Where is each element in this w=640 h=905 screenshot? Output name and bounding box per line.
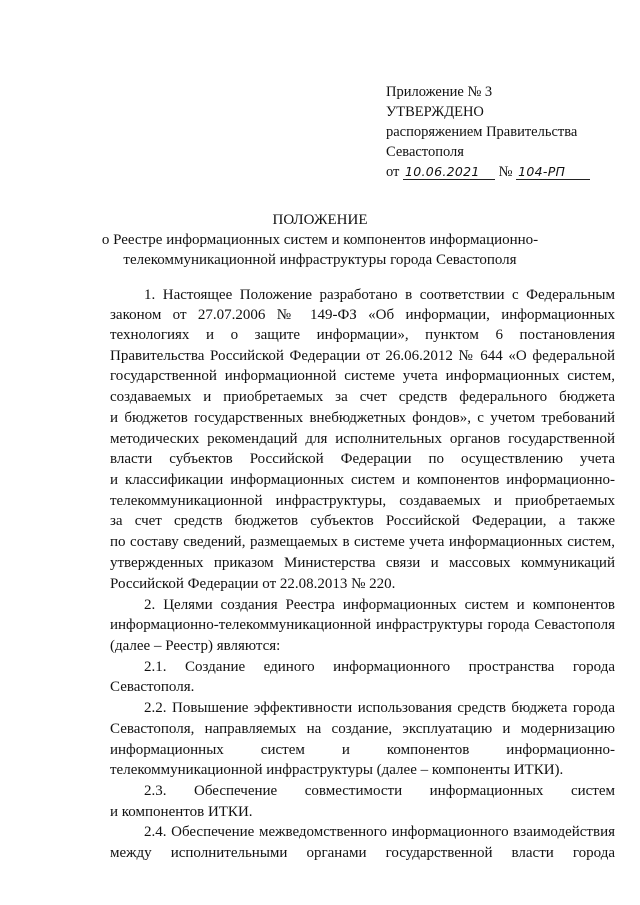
number-field (516, 165, 590, 180)
body-line: и компонентов ИТКИ. (110, 804, 253, 820)
handwritten-number: 104-РП (518, 164, 566, 179)
document-subtitle-line-1: о Реестре информационных систем и компонентов информационно- (101, 232, 539, 248)
appendix-number: Приложение № 3 (386, 84, 493, 100)
body-line: информационных систем и компонентов информационно- (110, 742, 615, 758)
body-line: Российской Федерации от 22.08.2013 № 220. (110, 576, 396, 592)
body-line: между исполнительными органами государственной власти города (110, 845, 615, 861)
body-line: власти субъектов Российской Федерации по осуществлению учета (110, 451, 615, 467)
body-line: по составу сведений, размещаемых в системе учета информационных систем, (110, 534, 615, 550)
body-line: 2.3. Обеспечение совместимости информационных систем (144, 783, 615, 799)
body-line: Севастополя. (110, 679, 195, 695)
body-line: и бюджетов государственных внебюджетных фондов», с учетом требований (110, 410, 615, 426)
body-line: 1. Настоящее Положение разработано в соответствии с Федеральным (144, 287, 615, 303)
document-title: ПОЛОЖЕНИЕ (272, 212, 368, 228)
handwritten-date: 10.06.2021 (405, 164, 480, 179)
body-line: и классификации информационных систем и компонентов информационно- (110, 472, 615, 488)
body-line: информационно-телекоммуникационной инфраструктуры города Севастополя (110, 617, 615, 633)
body-line: телекоммуникационной инфраструктуры (далее – компоненты ИТКИ). (110, 762, 564, 778)
body-line: 2.4. Обеспечение межведомственного информационного взаимодействия (144, 824, 615, 840)
date-field (403, 165, 495, 180)
body-line: Севастополя, направляемых на создание, эксплуатацию и модернизацию (110, 721, 615, 737)
approved-label: УТВЕРЖДЕНО (386, 104, 484, 120)
approval-city: Севастополя (386, 144, 464, 160)
approval-authority: распоряжением Правительства (386, 124, 578, 140)
body-line: Правительства Российской Федерации от 26.06.2012 № 644 «О федеральной (110, 348, 615, 364)
body-line: 2. Целями создания Реестра информационных систем и компонентов (144, 597, 615, 613)
body-line: 2.1. Создание единого информационного пространства города (144, 659, 615, 675)
body-line: законом от 27.07.2006 № 149-ФЗ «Об информации, информационных (110, 307, 615, 323)
body-line: методических рекомендаций для исполнительных органов государственной (110, 431, 615, 447)
body-line: технологиях и о защите информации», пунктом 6 постановления (110, 327, 615, 343)
body-line: телекоммуникационной инфраструктуры, создаваемых и приобретаемых (110, 493, 615, 509)
number-label: № (498, 164, 513, 180)
body-line: (далее – Реестр) являются: (110, 638, 281, 654)
body-line: создаваемых и приобретаемых за счет средств федерального бюджета (110, 389, 615, 405)
approval-date-line (386, 162, 626, 182)
body-line: за счет средств бюджетов субъектов Российской Федерации, а также (110, 513, 615, 529)
body-line: 2.2. Повышение эффективности использования средств бюджета города (144, 700, 615, 716)
from-label: от (386, 164, 400, 180)
body-line: государственной информационной системе учета информационных систем, (110, 368, 615, 384)
document-subtitle-line-2: телекоммуникационной инфраструктуры города Севастополя (123, 252, 517, 268)
body-line: утвержденных приказом Министерства связи и массовых коммуникаций (110, 555, 615, 571)
approval-stamp (386, 82, 626, 182)
